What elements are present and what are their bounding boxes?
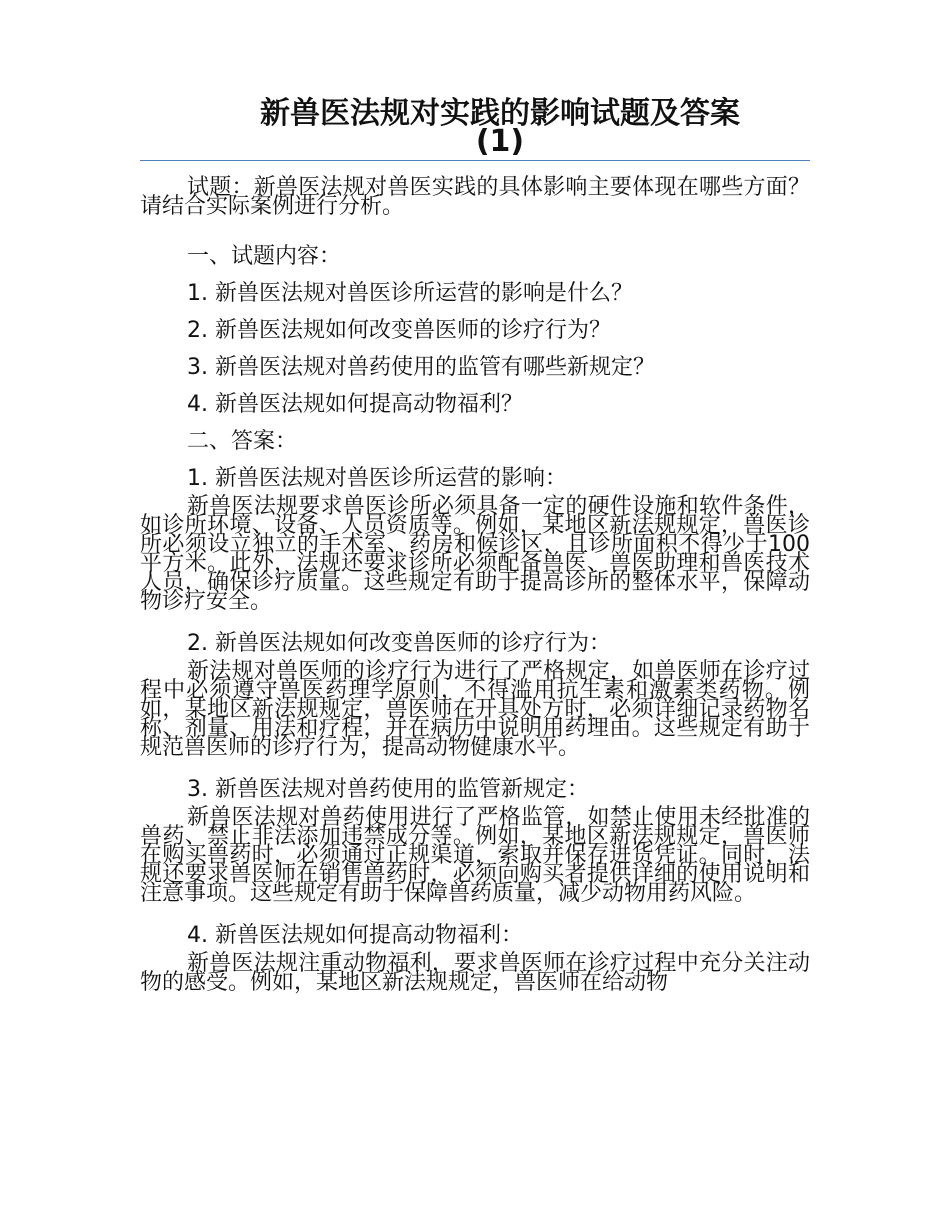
answer-heading-4: 4. 新兽医法规如何提高动物福利： xyxy=(187,923,523,948)
section-heading-questions: 一、试题内容： xyxy=(187,244,342,269)
answer-heading-1: 1. 新兽医法规对兽医诊所运营的影响： xyxy=(187,466,567,491)
answer-body-1: 新兽医法规要求兽医诊所必须具备一定的硬件设施和软件条件，如诊所环境、设备、人员资质等。例如，某地区新法规规定，兽医诊所必须设立独立的手术室、药房和候诊区，且诊所面积不得少于100平方米。此外，法规还要求诊所必须配备兽医、兽医助理和兽医技术人员，确保诊疗质量。这些规定有助于提高诊所的整体水平，保障动物诊疗安全。 xyxy=(140,494,810,614)
answer-body-2: 新法规对兽医师的诊疗行为进行了严格规定，如兽医师在诊疗过程中必须遵守兽医药理学原则，不得滥用抗生素和激素类药物。例如，某地区新法规规定，兽医师在开具处方时，必须详细记录药物名称、剂量、用法和疗程，并在病历中说明用药理由。这些规定有助于规范兽医师的诊疗行为，提高动物健康水平。 xyxy=(140,659,810,760)
answer-body-4: 新兽医法规注重动物福利，要求兽医师在诊疗过程中充分关注动物的感受。例如，某地区新法规规定，兽医师在给动物 xyxy=(140,951,810,995)
question-item-2: 2. 新兽医法规如何改变兽医师的诊疗行为？ xyxy=(187,318,611,343)
question-item-4: 4. 新兽医法规如何提高动物福利？ xyxy=(187,392,523,417)
document-body xyxy=(140,175,810,1006)
title-line-2: (1) xyxy=(475,124,525,159)
answer-body-3: 新兽医法规对兽药使用进行了严格监管，如禁止使用未经批准的兽药、禁止非法添加违禁成分等。例如，某地区新法规规定，兽医师在购买兽药时，必须通过正规渠道，索取并保存进货凭证。同时，法规还要求兽医师在销售兽药时，必须向购买者提供详细的使用说明和注意事项。这些规定有助于保障兽药质量，减少动物用药风险。 xyxy=(140,805,810,906)
section-heading-answers: 二、答案： xyxy=(187,429,298,454)
title-divider xyxy=(140,160,810,161)
question-item-3: 3. 新兽医法规对兽药使用的监管有哪些新规定？ xyxy=(187,355,655,380)
question-intro: 试题：新兽医法规对兽医实践的具体影响主要体现在哪些方面？请结合实际案例进行分析。 xyxy=(140,175,810,219)
answer-heading-3: 3. 新兽医法规对兽药使用的监管新规定： xyxy=(187,777,589,802)
question-item-1: 1. 新兽医法规对兽医诊所运营的影响是什么？ xyxy=(187,281,633,306)
answer-heading-2: 2. 新兽医法规如何改变兽医师的诊疗行为： xyxy=(187,631,611,656)
title-line-1: 新兽医法规对实践的影响试题及答案 xyxy=(260,96,740,131)
document-title xyxy=(200,96,800,159)
